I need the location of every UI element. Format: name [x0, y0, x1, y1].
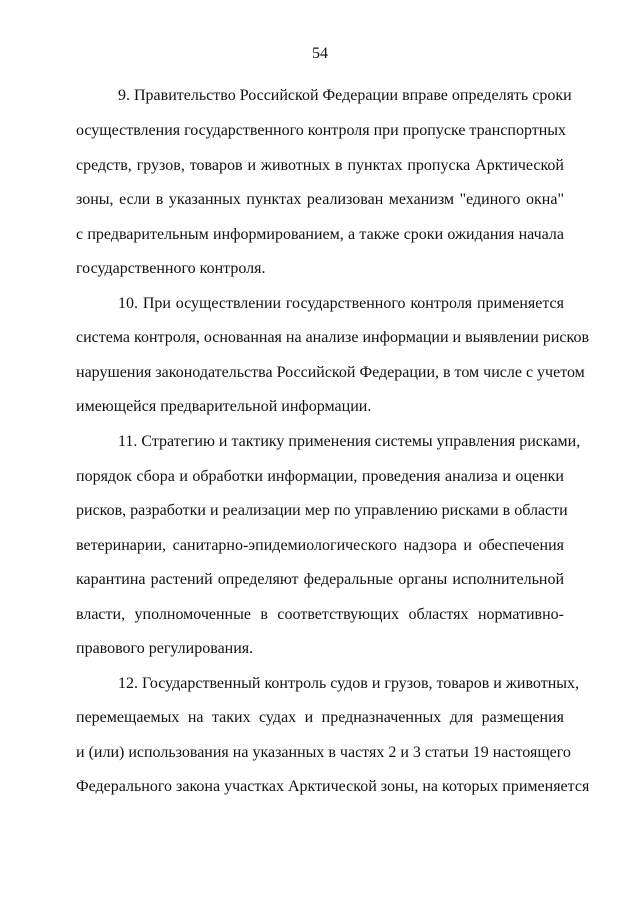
- paragraph-line: и (или) использования на указанных в частях 2 и 3 статьи 19 настоящего: [76, 744, 571, 761]
- paragraph-line: власти, уполномоченные в соответствующих областях нормативно-: [76, 606, 564, 623]
- paragraph-line: имеющейся предварительной информации.: [76, 398, 372, 415]
- page-number: 54: [312, 45, 328, 62]
- paragraph-line: с предварительным информированием, а также сроки ожидания начала: [76, 226, 564, 243]
- paragraph-line: 12. Государственный контроль судов и грузов, товаров и животных,: [118, 675, 580, 692]
- paragraph-line: перемещаемых на таких судах и предназначенных для размещения: [76, 709, 564, 726]
- paragraph-line: государственного контроля.: [76, 260, 266, 277]
- paragraph-line: зоны, если в указанных пунктах реализован механизм "единого окна": [76, 191, 564, 208]
- paragraph-line: Федерального закона участках Арктической зоны, на которых применяется: [76, 778, 590, 795]
- paragraph-line: нарушения законодательства Российской Федерации, в том числе с учетом: [76, 364, 585, 381]
- paragraph-line: рисков, разработки и реализации мер по управлению рисками в области: [76, 502, 568, 519]
- paragraph-line: осуществления государственного контроля при пропуске транспортных: [76, 122, 567, 139]
- paragraph-line: порядок сбора и обработки информации, проведения анализа и оценки: [76, 468, 564, 485]
- paragraph-line: система контроля, основанная на анализе информации и выявлении рисков: [76, 329, 590, 346]
- paragraph-line: 10. При осуществлении государственного контроля применяется: [118, 295, 564, 312]
- paragraph-line: 9. Правительство Российской Федерации вправе определять сроки: [118, 87, 572, 104]
- paragraph-line: карантина растений определяют федеральные органы исполнительной: [76, 571, 564, 588]
- paragraph-line: правового регулирования.: [76, 640, 254, 657]
- paragraph-line: ветеринарии, санитарно-эпидемиологического надзора и обеспечения: [76, 537, 564, 554]
- paragraph-line: 11. Стратегию и тактику применения системы управления рисками,: [118, 433, 581, 450]
- paragraph-line: средств, грузов, товаров и животных в пунктах пропуска Арктической: [76, 157, 564, 174]
